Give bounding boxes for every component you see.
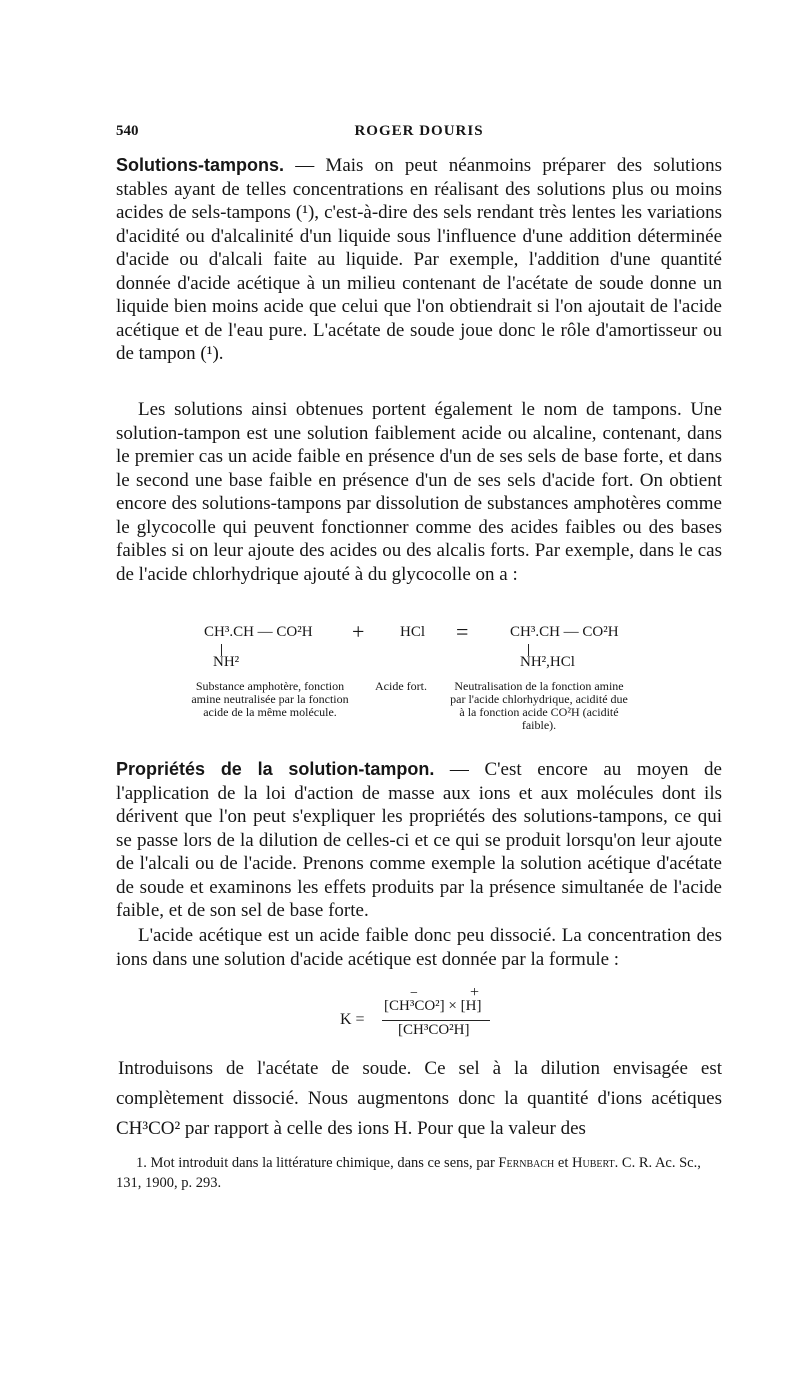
section-heading-proprietes: Propriétés de la solution-tampon. [116,759,435,779]
paragraph-introduisons [116,1054,722,1144]
running-title: ROGER DOURIS [354,123,484,139]
page-header [116,123,722,145]
paragraph-proprietes [116,758,722,923]
formula-lhs: K = [340,1011,365,1028]
footnote [116,1153,722,1193]
paragraph-tampons-definition [116,398,722,586]
equation-reagent: HCl [400,624,426,640]
equation-equals: = [456,619,469,644]
equation-left-sub: NH² [213,654,240,670]
equation-plus: + [352,619,365,644]
paragraph-acide-acetique [116,924,722,971]
paragraph-text: Les solutions ainsi obtenues portent également le nom de tampons. Une solution-tampon est une solution faiblement acide ou alcaline, contenant, dans le premier cas un acide faible en présence d'un de ses sels de base forte, et dans le second une base faible en présence d'un de ses sels d'acide fort. On obtient encore des solutions-tampons par dissolution de substances amphotères comme le glycocolle qui peuvent fonctionner comme des acides faibles ou des bases faibles si on leur ajoute des acides ou des alcalis forts. Par exemple, dans le cas de l'acide chlorhydrique ajouté à du glycocolle on a : [116,399,722,585]
page-number: 540 [116,123,139,139]
fraction-line [382,1020,490,1021]
paragraph-text: L'acide acétique est un acide faible donc peu dissocié. La concentration des ions dans une solution d'acide acétique est donnée par la formule : [116,925,722,970]
equation-note-right: Neutralisation de la fonction amine par l'acide chlorhydrique, acidité due à la fonction acide CO²H (acidité faible). [450,679,628,732]
section-heading-solutions-tampons: Solutions-tampons. [116,155,284,175]
footnote-text: 1. Mot introduit dans la littérature chimique, dans ce sens, par [136,1155,499,1171]
paragraph-text: Introduisons de l'acétate de soude. Ce sel à la dilution envisagée est complètement dissocié. Nous augmentons donc la quantité d'ions acétiques CH³CO² par rapport à celle des ions H. Pour que la valeur des [116,1058,722,1139]
equation-left-formula: CH³.CH — CO²H [204,624,313,640]
equation-note-left: Substance amphotère, fonction amine neutralisée par la fonction acide de la même molécule. [191,679,349,719]
paragraph-text: — Mais on peut néanmoins préparer des solutions stables ayant de telles concentrations en réalisant des solutions plus ou moins acides de sels-tampons (¹), c'est-à-dire des sels rendant très lentes les variations d'acidité ou d'alcalinité d'un liquide sous l'influence d'une addition déterminée d'acide ou d'alcali faite au liquide. Par exemple, l'addition d'une quantité donnée d'acide acétique à un milieu contenant de l'acétate de soude donne un liquide bien moins acide que celui que l'on obtiendrait si l'on ajoutait de l'acide acétique et de l'eau pure. L'acétate de soude joue donc le rôle d'amortisseur ou de tampon (¹). [116,155,722,364]
equation-right-formula: CH³.CH — CO²H [510,624,619,640]
formula-denominator: [CH³CO²H] [398,1022,470,1038]
footnote-author: Hubert [572,1155,615,1171]
formula-minus-mark: − [410,986,418,1001]
paragraph-text: — C'est encore au moyen de l'application de la loi d'action de masse aux ions et aux molécules dont ils dérivent que l'on peut s'expliquer les propriétés des solutions-tampons, ce qui se passe lors de la dilution de celles-ci et ce qui se produit lorsqu'on leur ajoute de l'alcali ou de l'acide. Prenons comme exemple la solution acétique d'acétate de soude et examinons les effets produits par la présence simultanée de l'acide faible, et de son sel de base forte. [116,759,722,921]
equation-right-sub: NH²,HCl [520,654,575,670]
paragraph-solutions-tampons [116,154,722,366]
footnote-text: et [554,1155,572,1171]
footnote-text: . C. R. Ac. Sc., 131, 1900, p. 293. [116,1155,701,1191]
formula-plus-mark: + [470,984,480,1001]
formula-numerator: [CH³CO²] × [H] [384,998,482,1014]
equation-note-middle: Acide fort. [375,679,427,693]
footnote-author: Fernbach [498,1155,555,1171]
